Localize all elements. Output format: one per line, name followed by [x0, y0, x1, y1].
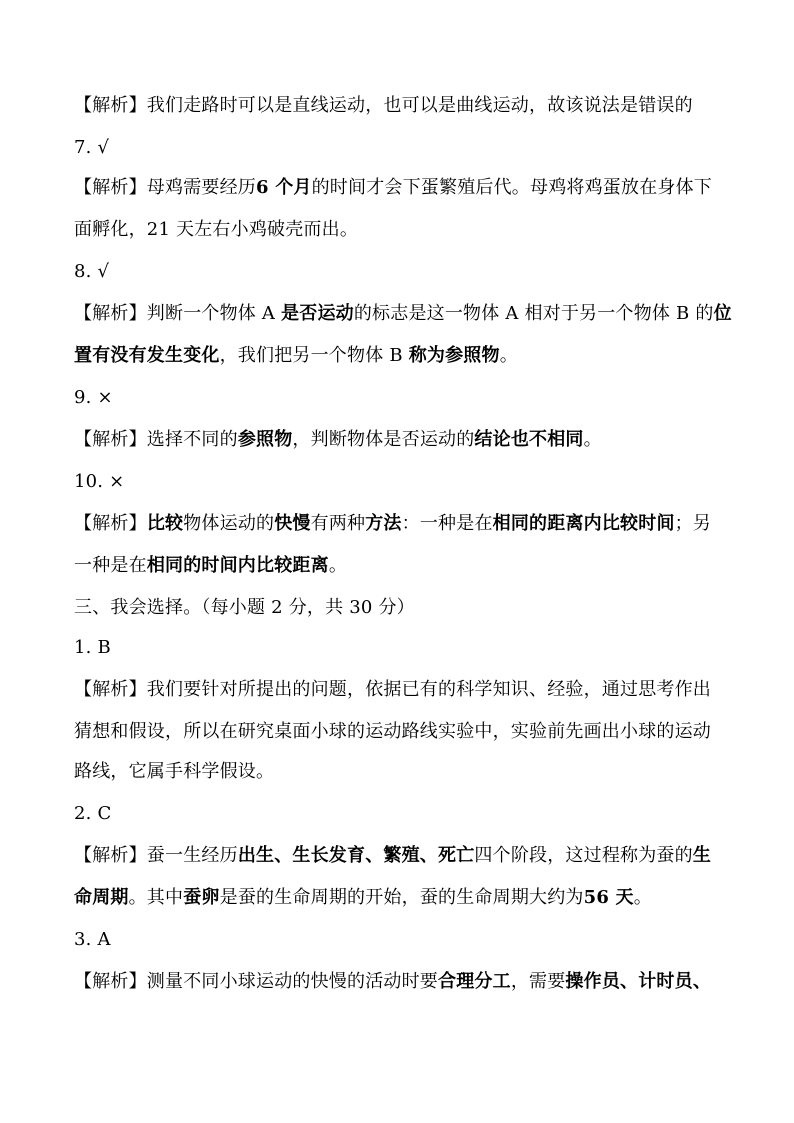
text-segment: 。 — [633, 887, 652, 908]
text-segment: 【解析】母鸡需要经历 — [74, 177, 256, 198]
text-segment: 【解析】我们要针对所提出的问题，依据已有的科学知识、经验，通过思考作出 — [74, 679, 711, 700]
bold-text: 置有没有发生变化 — [74, 345, 220, 366]
bold-text: 出生、生长发育、繁殖、死亡 — [237, 845, 475, 866]
text-line — [74, 970, 734, 994]
bold-text: 生 — [692, 845, 712, 866]
text-segment: 。 — [499, 345, 518, 366]
bold-text: 快慢 — [274, 513, 311, 534]
bold-text: 56 天 — [583, 887, 634, 908]
text-segment: 10. × — [74, 471, 125, 492]
bold-text: 合理分工 — [438, 971, 511, 992]
bold-text: 比较 — [146, 513, 184, 534]
text-segment: 路线，它属手科学假设。 — [74, 761, 275, 782]
bold-text: 方法 — [365, 513, 402, 534]
bold-text: 结论也不相同 — [474, 429, 584, 450]
text-segment: 【解析】选择不同的 — [74, 429, 238, 450]
text-segment: 【解析】我们走路时可以是直线运动，也可以是曲线运动，故该说法是错误的 — [74, 95, 693, 116]
bold-text: 相同的时间内比较距离 — [146, 555, 329, 576]
text-line — [74, 218, 734, 242]
text-segment: 的时间才会下蛋繁殖后代。母鸡将鸡蛋放在身体下 — [311, 177, 712, 198]
text-line — [74, 720, 734, 744]
text-line — [74, 386, 734, 410]
text-segment: 2. C — [74, 803, 112, 824]
text-segment: 三、我会选择。（每小题 2 分，共 30 分） — [74, 597, 415, 618]
bold-text: 称为参照物 — [408, 345, 500, 366]
text-segment: 【解析】测量不同小球运动的快慢的活动时要 — [74, 971, 438, 992]
text-segment: ，判断物体是否运动的 — [292, 429, 475, 450]
text-segment: 一种是在 — [74, 555, 147, 576]
bold-text: 操作员、计时员、 — [565, 971, 712, 992]
bold-text: 蚕卵 — [183, 887, 220, 908]
bold-text: 相同的距离内比较时间 — [492, 513, 675, 534]
text-line — [74, 94, 734, 118]
text-line — [74, 512, 734, 536]
text-line — [74, 302, 734, 326]
text-line — [74, 470, 734, 494]
text-segment: 有两种 — [310, 513, 366, 534]
text-segment: 3. A — [74, 929, 111, 950]
text-segment: 8. √ — [74, 261, 110, 282]
text-segment: 【解析】判断一个物体 A — [74, 303, 282, 324]
text-line — [74, 886, 734, 910]
bold-text: 命周期 — [74, 887, 129, 908]
text-segment: ：一种是在 — [401, 513, 493, 534]
bold-text: 位 — [713, 303, 732, 324]
text-line — [74, 136, 734, 160]
text-line — [74, 344, 734, 368]
text-line — [74, 802, 734, 826]
bold-text: 6 个月 — [256, 177, 312, 198]
text-line — [74, 596, 734, 620]
text-line — [74, 176, 734, 200]
text-line — [74, 636, 734, 660]
text-segment: 面孵化，21 天左右小鸡破壳而出。 — [74, 219, 359, 240]
text-line — [74, 554, 734, 578]
text-line — [74, 760, 734, 784]
text-line — [74, 428, 734, 452]
text-segment: 。 — [583, 429, 602, 450]
text-segment: ，需要 — [510, 971, 566, 992]
text-segment: 的标志是这一物体 A 相对于另一个物体 B 的 — [353, 303, 714, 324]
text-segment: 7. √ — [74, 137, 110, 158]
text-segment: ；另 — [674, 513, 712, 534]
text-segment: ，我们把另一个物体 B — [219, 345, 409, 366]
text-line — [74, 844, 734, 868]
text-segment: 四个阶段，这过程称为蚕的 — [474, 845, 693, 866]
text-segment: 9. × — [74, 387, 113, 408]
bold-text: 参照物 — [237, 429, 293, 450]
text-segment: 1. B — [74, 637, 111, 658]
text-segment: 。其中 — [128, 887, 184, 908]
text-line — [74, 928, 734, 952]
text-segment: 【解析】 — [74, 513, 147, 534]
text-line — [74, 260, 734, 284]
text-line — [74, 678, 734, 702]
text-segment: 是蚕的生命周期的开始，蚕的生命周期大约为 — [219, 887, 584, 908]
text-segment: 猜想和假设，所以在研究桌面小球的运动路线实验中，实验前先画出小球的运动 — [74, 721, 711, 742]
bold-text: 是否运动 — [281, 303, 354, 324]
text-segment: 。 — [328, 555, 348, 576]
text-segment: 物体运动的 — [183, 513, 275, 534]
text-segment: 【解析】蚕一生经历 — [74, 845, 238, 866]
